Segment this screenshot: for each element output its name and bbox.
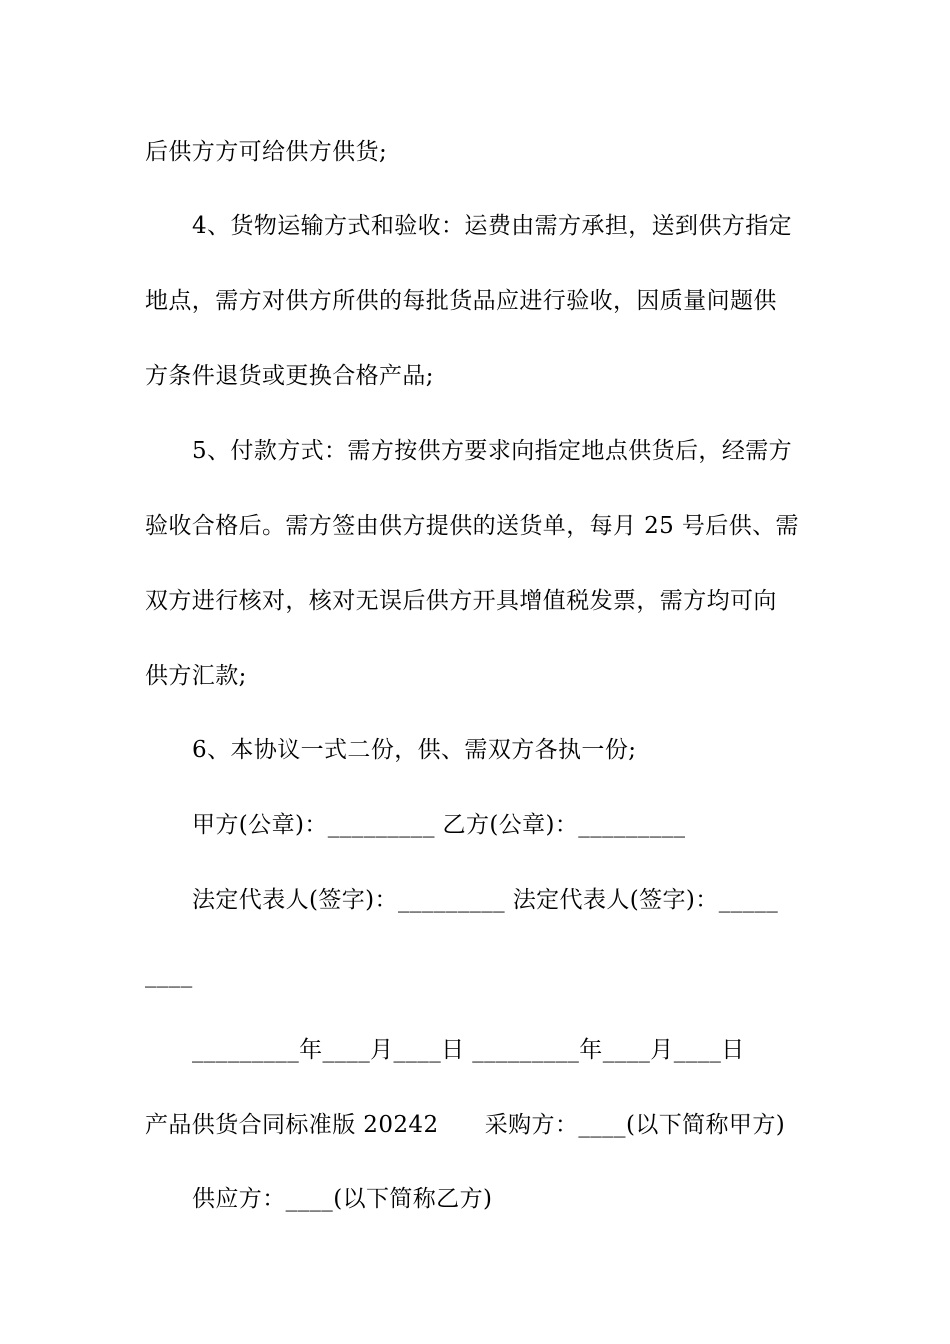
clause-4-line: 4、货物运输方式和验收：运费由需方承担，送到供方指定 xyxy=(192,213,793,239)
paragraph-line: 方条件退货或更换合格产品; xyxy=(145,363,434,389)
signature-continuation-line: ____ xyxy=(145,962,193,988)
supplier-line: 供应方：____(以下简称乙方) xyxy=(192,1186,493,1212)
paragraph-line: 双方进行核对，核对无误后供方开具增值税发票，需方均可向 xyxy=(145,588,777,614)
paragraph-line: 供方汇款; xyxy=(145,663,247,689)
paragraph-line: 验收合格后。需方签由供方提供的送货单，每月 25 号后供、需 xyxy=(145,513,799,539)
paragraph-line: 地点，需方对供方所供的每批货品应进行验收，因质量问题供 xyxy=(145,288,777,314)
clause-5-line: 5、付款方式：需方按供方要求向指定地点供货后，经需方 xyxy=(192,438,793,464)
contract-title-line: 产品供货合同标准版 20242 采购方：____(以下简称甲方) xyxy=(145,1112,786,1138)
clause-6-line: 6、本协议一式二份，供、需双方各执一份; xyxy=(192,737,637,763)
paragraph-line: 后供方方可给供方供货; xyxy=(145,139,388,165)
representative-signature-line: 法定代表人(签字)：_________ 法定代表人(签字)：_____ xyxy=(192,887,779,913)
seal-signature-line: 甲方(公章)：_________ 乙方(公章)：_________ xyxy=(192,812,686,838)
date-line: _________年____月____日 _________年____月____日 xyxy=(192,1037,745,1063)
